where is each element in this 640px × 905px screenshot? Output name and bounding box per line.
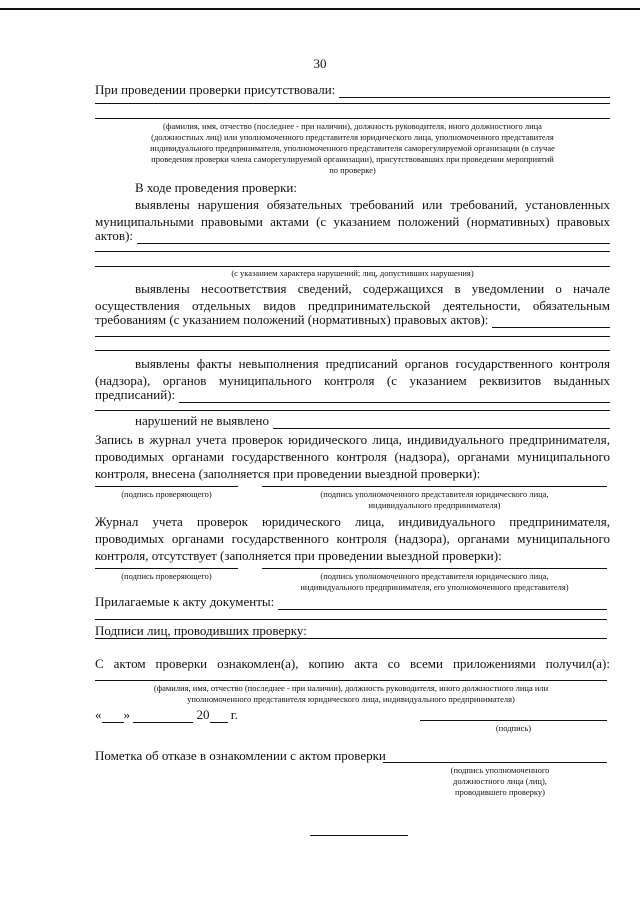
- none-found-row: [135, 413, 610, 429]
- journal-made-rep-caption-1: (подпись уполномоченного представителя юридического лица,: [320, 489, 549, 499]
- date-quote-close: »: [123, 707, 130, 722]
- present-note-1: (фамилия, имя, отчество (последнее - при наличии), должность руководителя, иного должностного лица: [163, 121, 542, 131]
- date-month-field[interactable]: [133, 710, 193, 723]
- noncompliance-row: [95, 387, 610, 403]
- acquainted-date: [95, 707, 238, 723]
- date-quote-open: «: [95, 707, 102, 722]
- date-year-suffix: г.: [230, 707, 238, 722]
- violations-note: (с указанием характера нарушений; лиц, допустивших нарушения): [231, 268, 474, 278]
- journal-absent-rep-caption-2: индивидуального предпринимателя, его уполномоченного представителя): [300, 582, 569, 592]
- signatures-row: [95, 623, 607, 639]
- journal-absent-rep-caption-1: (подпись уполномоченного представителя юридического лица,: [320, 571, 549, 581]
- mismatch-row: [95, 312, 610, 328]
- journal-made-line-1: Запись в журнал учета проверок юридического лица, индивидуального предпринимателя,: [95, 432, 610, 447]
- noncompliance-line-a[interactable]: [95, 410, 610, 411]
- present-note-4: проведения проверки члена саморегулируемой организации), присутствовавших при проведении мероприятий: [151, 154, 554, 164]
- refusal-note-1: (подпись уполномоченного: [450, 765, 550, 775]
- journal-made-line-3: контроля, внесена (заполняется при проведении выездной проверки):: [95, 466, 481, 481]
- journal-made-rep-sign-line[interactable]: [262, 486, 607, 487]
- journal-made-inspector-caption: (подпись проверяющего): [121, 489, 212, 499]
- present-line-3[interactable]: [95, 118, 610, 119]
- noncompliance-line-2: (надзора), органов муниципального контроля (с указанием реквизитов выданных: [95, 373, 610, 388]
- journal-made-inspector-sign-line[interactable]: [95, 486, 238, 487]
- none-found-label: нарушений не выявлено: [135, 413, 269, 428]
- refusal-label: Пометка об отказе в ознакомлении с актом проверки: [95, 748, 386, 763]
- journal-absent-inspector-sign-line[interactable]: [95, 568, 238, 569]
- page-number: 30: [313, 56, 327, 71]
- noncompliance-line-1: выявлены факты невыполнения предписаний органов государственного контроля: [135, 356, 610, 371]
- present-label: При проведении проверки присутствовали:: [95, 82, 336, 97]
- refusal-note-3: проводившего проверку): [455, 787, 545, 797]
- acquainted-note-2: уполномоченного представителя юридического лица, индивидуального предпринимателя): [187, 694, 515, 704]
- violations-line-b[interactable]: [95, 266, 610, 267]
- attached-row: [95, 594, 607, 610]
- attached-line-2[interactable]: [95, 619, 607, 620]
- attached-input-line[interactable]: [278, 597, 607, 610]
- journal-absent-rep-sign-line[interactable]: [262, 568, 607, 569]
- violations-row: [95, 228, 610, 244]
- mismatch-line-3: требованиям (с указанием положений (нормативных) правовых актов):: [95, 312, 489, 327]
- refusal-note-2: должностного лица (лиц),: [453, 776, 547, 786]
- signatures-line-2[interactable]: [95, 638, 607, 639]
- refusal-sign-line[interactable]: [383, 762, 607, 763]
- mismatch-input-line[interactable]: [492, 315, 610, 328]
- journal-absent-inspector-caption: (подпись проверяющего): [121, 571, 212, 581]
- acquainted-note-1: (фамилия, имя, отчество (последнее - при наличии), должность руководителя, иного должностного лица или: [153, 683, 549, 693]
- present-line-2[interactable]: [95, 103, 610, 104]
- present-input-line[interactable]: [339, 85, 610, 98]
- present-note-3: индивидуального предпринимателя, уполномоченного представителя саморегулируемой организации (в случае: [150, 143, 555, 153]
- violations-input-line[interactable]: [137, 231, 610, 244]
- mismatch-line-a[interactable]: [95, 336, 610, 337]
- top-border: [0, 8, 640, 10]
- acquainted-sign-line[interactable]: [420, 720, 607, 721]
- present-note-5: по проверке): [329, 165, 376, 175]
- acquainted-line-1: С актом проверки ознакомлен(а), копию акта со всеми приложениями получил(а):: [95, 656, 610, 671]
- journal-absent-line-3: контроля, отсутствует (заполняется при проведении выездной проверки):: [95, 548, 502, 563]
- noncompliance-input-line[interactable]: [179, 390, 610, 403]
- mismatch-line-2: осуществления отдельных видов предпринимательской деятельности, обязательным: [95, 298, 610, 313]
- violations-line-1: выявлены нарушения обязательных требований или требований, установленных: [135, 197, 610, 212]
- signatures-label: Подписи лиц, проводивших проверку:: [95, 623, 307, 638]
- present-row: [95, 82, 610, 98]
- acquainted-name-line[interactable]: [95, 680, 607, 681]
- journal-made-line-2: проводимых органами государственного контроля (надзора), органами муниципального: [95, 449, 610, 464]
- violations-line-3: актов):: [95, 228, 134, 243]
- mismatch-line-b[interactable]: [95, 350, 610, 351]
- violations-line-a[interactable]: [95, 251, 610, 252]
- date-year-prefix: 20: [196, 707, 210, 722]
- date-year-field[interactable]: [210, 710, 228, 723]
- none-found-input-line[interactable]: [273, 416, 610, 429]
- mismatch-line-1: выявлены несоответствия сведений, содержащихся в уведомлении о начале: [135, 281, 610, 296]
- present-note-2: (должностных лиц) или уполномоченного представителя юридического лица, уполномоченного представителя: [151, 132, 554, 142]
- noncompliance-line-3: предписаний):: [95, 387, 176, 402]
- journal-absent-line-2: проводимых органами государственного контроля (надзора), органами муниципального: [95, 531, 610, 546]
- acquainted-sign-caption: (подпись): [495, 723, 532, 733]
- attached-label: Прилагаемые к акту документы:: [95, 594, 275, 609]
- journal-made-rep-caption-2: индивидуального предпринимателя): [368, 500, 501, 510]
- date-day-field[interactable]: [102, 710, 124, 723]
- violations-line-2: муниципальными правовыми актами (с указанием положений (нормативных) правовых: [95, 214, 610, 229]
- journal-absent-line-1: Журнал учета проверок юридического лица, индивидуального предпринимателя,: [95, 514, 610, 529]
- during-label: В ходе проведения проверки:: [135, 180, 298, 195]
- footer-separator: [310, 835, 408, 836]
